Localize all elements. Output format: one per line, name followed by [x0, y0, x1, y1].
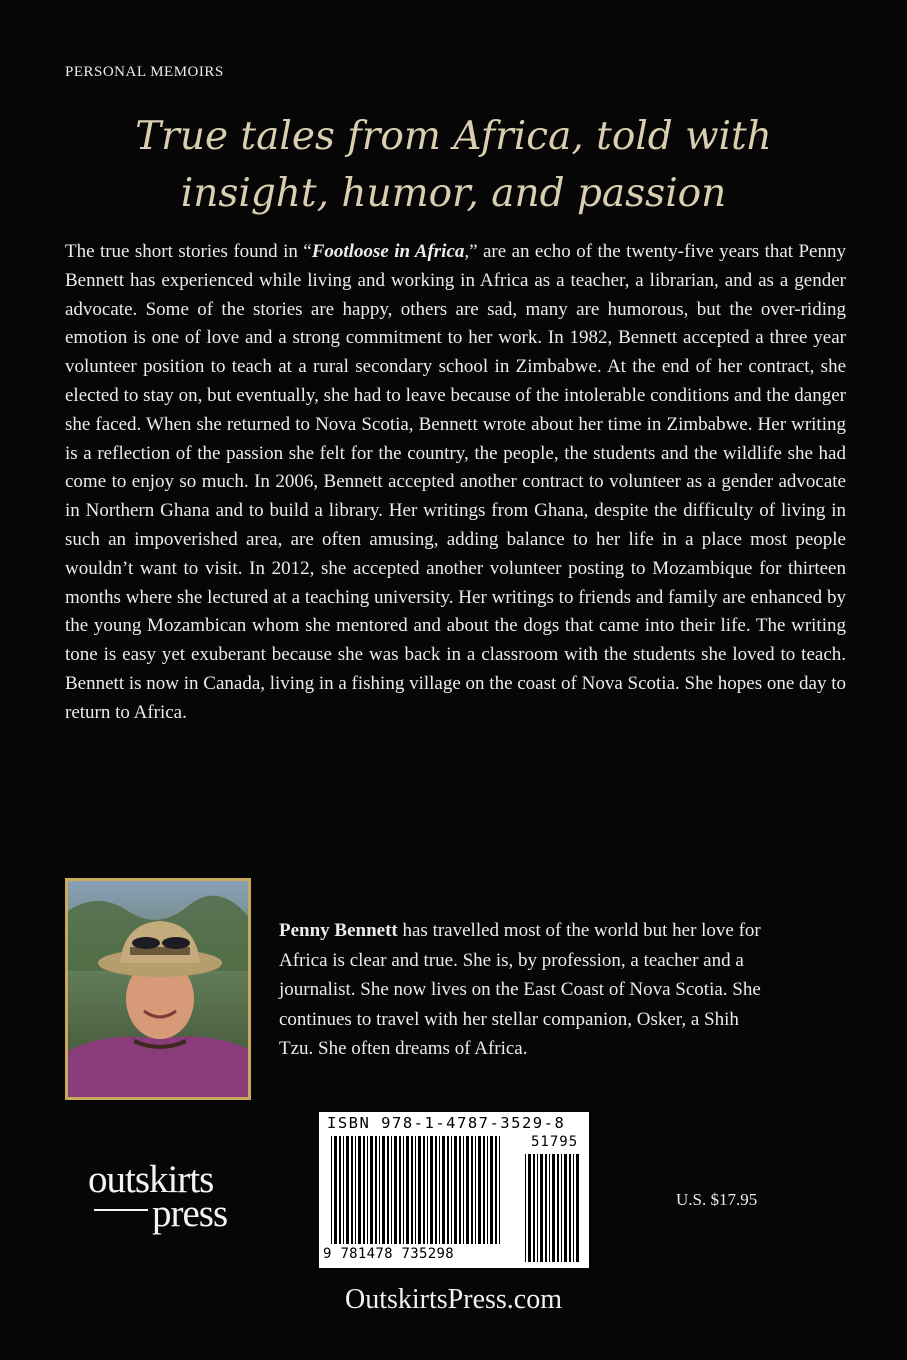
barcode-bar [387, 1136, 389, 1244]
publisher-logo-rule [94, 1209, 148, 1211]
barcode-bar [528, 1154, 531, 1262]
barcode-bar [569, 1154, 571, 1262]
barcode-bar [351, 1136, 353, 1244]
barcode-bar [475, 1136, 476, 1244]
ean-digits: 9 781478 735298 [323, 1246, 454, 1262]
barcode-bar [537, 1154, 538, 1262]
barcode-bar [533, 1154, 535, 1262]
barcode-bar [346, 1136, 349, 1244]
barcode-bar [399, 1136, 401, 1244]
author-bio-text: has travelled most of the world but her love for Africa is clear and true. She is, by profession, a teacher and a journalist. She now lives on the East Coast of Nova Scotia. She continues to travel with her stellar companion, Osker, a Shih Tzu. She often dreams of Africa. [279, 920, 761, 1059]
barcode-bar [483, 1136, 485, 1244]
barcode-bar [375, 1136, 377, 1244]
barcode-bar [343, 1136, 344, 1244]
barcode-bar [430, 1136, 433, 1244]
barcode-bar [339, 1136, 341, 1244]
barcode-bar [471, 1136, 473, 1244]
book-description [65, 238, 846, 728]
barcode-bar [334, 1136, 337, 1244]
barcode-bar [525, 1154, 526, 1262]
barcode-bar [490, 1136, 493, 1244]
barcode-bar [478, 1136, 481, 1244]
barcode-bar [540, 1154, 543, 1262]
barcode-bar [442, 1136, 445, 1244]
barcode-bar [411, 1136, 413, 1244]
barcode-bar [382, 1136, 385, 1244]
price: U.S. $17.95 [676, 1190, 758, 1209]
barcode-bar [552, 1154, 555, 1262]
barcode-bar [363, 1136, 365, 1244]
publisher-logo-bottom: press [152, 1192, 228, 1235]
author-name: Penny Bennett [279, 920, 398, 941]
barcode-bar [394, 1136, 397, 1244]
barcode-bar [435, 1136, 437, 1244]
barcode-bar [499, 1136, 500, 1244]
barcode-bar [447, 1136, 449, 1244]
barcode-addon-bars [525, 1154, 579, 1262]
price-code: 51795 [531, 1134, 579, 1150]
barcode-bar [331, 1136, 332, 1244]
barcode-bar [573, 1154, 574, 1262]
author-portrait-image [68, 881, 248, 1097]
author-photo [65, 878, 251, 1100]
description-body: ,” are an echo of the twenty-five years that Penny Bennett has experienced while living and working in Africa as a teacher, a librarian, and as a gender advocate. Some of the stories are happy, others are sad, many are humorous, but the over-riding emotion is one of love and a strong commitment to her work. In 1982, Bennett accepted a three year volunteer position to teach at a rural secondary school in Zimbabwe. At the end of her contract, she elected to stay on, but eventually, she had to leave because of the intolerable conditions and the danger she faced. When she returned to Nova Scotia, Bennett wrote about her time in Zimbabwe. Her writing is a reflection of the passion she felt for the country, the people, the students and the wildlife she had come to enjoy so much. In 2006, Bennett accepted another contract to volunteer as a gender advocate in Northern Ghana and to build a library. Her writings from Ghana, despite the difficulty of living in such an impoverished area, are often amusing, adding balance to her life in a place most people wouldn’t want to visit. In 2012, she accepted another volunteer posting to Mozambique for thirteen months where she lectured at a teaching university. Her writings to friends and family are enhanced by the young Mozambican whom she mentored and about the dogs that came into their life. The writing tone is easy yet exuberant because she was back in a classroom with the students she loved to teach. Bennett is now in Canada, living in a fishing village on the coast of Nova Scotia. She hopes one day to return to Africa. [65, 241, 846, 723]
barcode-bar [415, 1136, 416, 1244]
barcode-bar [495, 1136, 497, 1244]
barcode-bar [549, 1154, 550, 1262]
barcode-bar [466, 1136, 469, 1244]
barcode-bar [561, 1154, 562, 1262]
barcode-bar [545, 1154, 547, 1262]
barcode-bar [454, 1136, 457, 1244]
barcode-bar [459, 1136, 461, 1244]
barcode-bar [418, 1136, 421, 1244]
book-title-reference: Footloose in Africa [311, 241, 465, 262]
barcode-bar [463, 1136, 464, 1244]
category-label: PERSONAL MEMOIRS [65, 64, 224, 80]
isbn-number: ISBN 978-1-4787-3529-8 [327, 1114, 566, 1132]
publisher-logo-top: outskirts [88, 1158, 214, 1201]
barcode-bar [403, 1136, 404, 1244]
author-bio [279, 916, 774, 1064]
barcode-bars [331, 1136, 501, 1244]
barcode-bar [355, 1136, 356, 1244]
tagline [0, 108, 907, 222]
tagline-line-1: True tales from Africa, told with [135, 114, 772, 159]
barcode-bar [439, 1136, 440, 1244]
barcode-bar [367, 1136, 368, 1244]
barcode-bar [370, 1136, 373, 1244]
barcode-bar [451, 1136, 452, 1244]
barcode-bar [576, 1154, 579, 1262]
barcode-bar [406, 1136, 409, 1244]
barcode-bar [358, 1136, 361, 1244]
barcode-bar [487, 1136, 488, 1244]
barcode-bar [379, 1136, 380, 1244]
description-lead: The true short stories found in “ [65, 241, 312, 262]
barcode-bar [391, 1136, 392, 1244]
publisher-logo [88, 1160, 254, 1244]
barcode-bar [427, 1136, 428, 1244]
barcode-bar [557, 1154, 559, 1262]
isbn-barcode [319, 1112, 589, 1268]
tagline-line-2: insight, humor, and passion [180, 171, 727, 216]
barcode-bar [564, 1154, 567, 1262]
publisher-website[interactable]: OutskirtsPress.com [345, 1284, 562, 1315]
barcode-bar [423, 1136, 425, 1244]
